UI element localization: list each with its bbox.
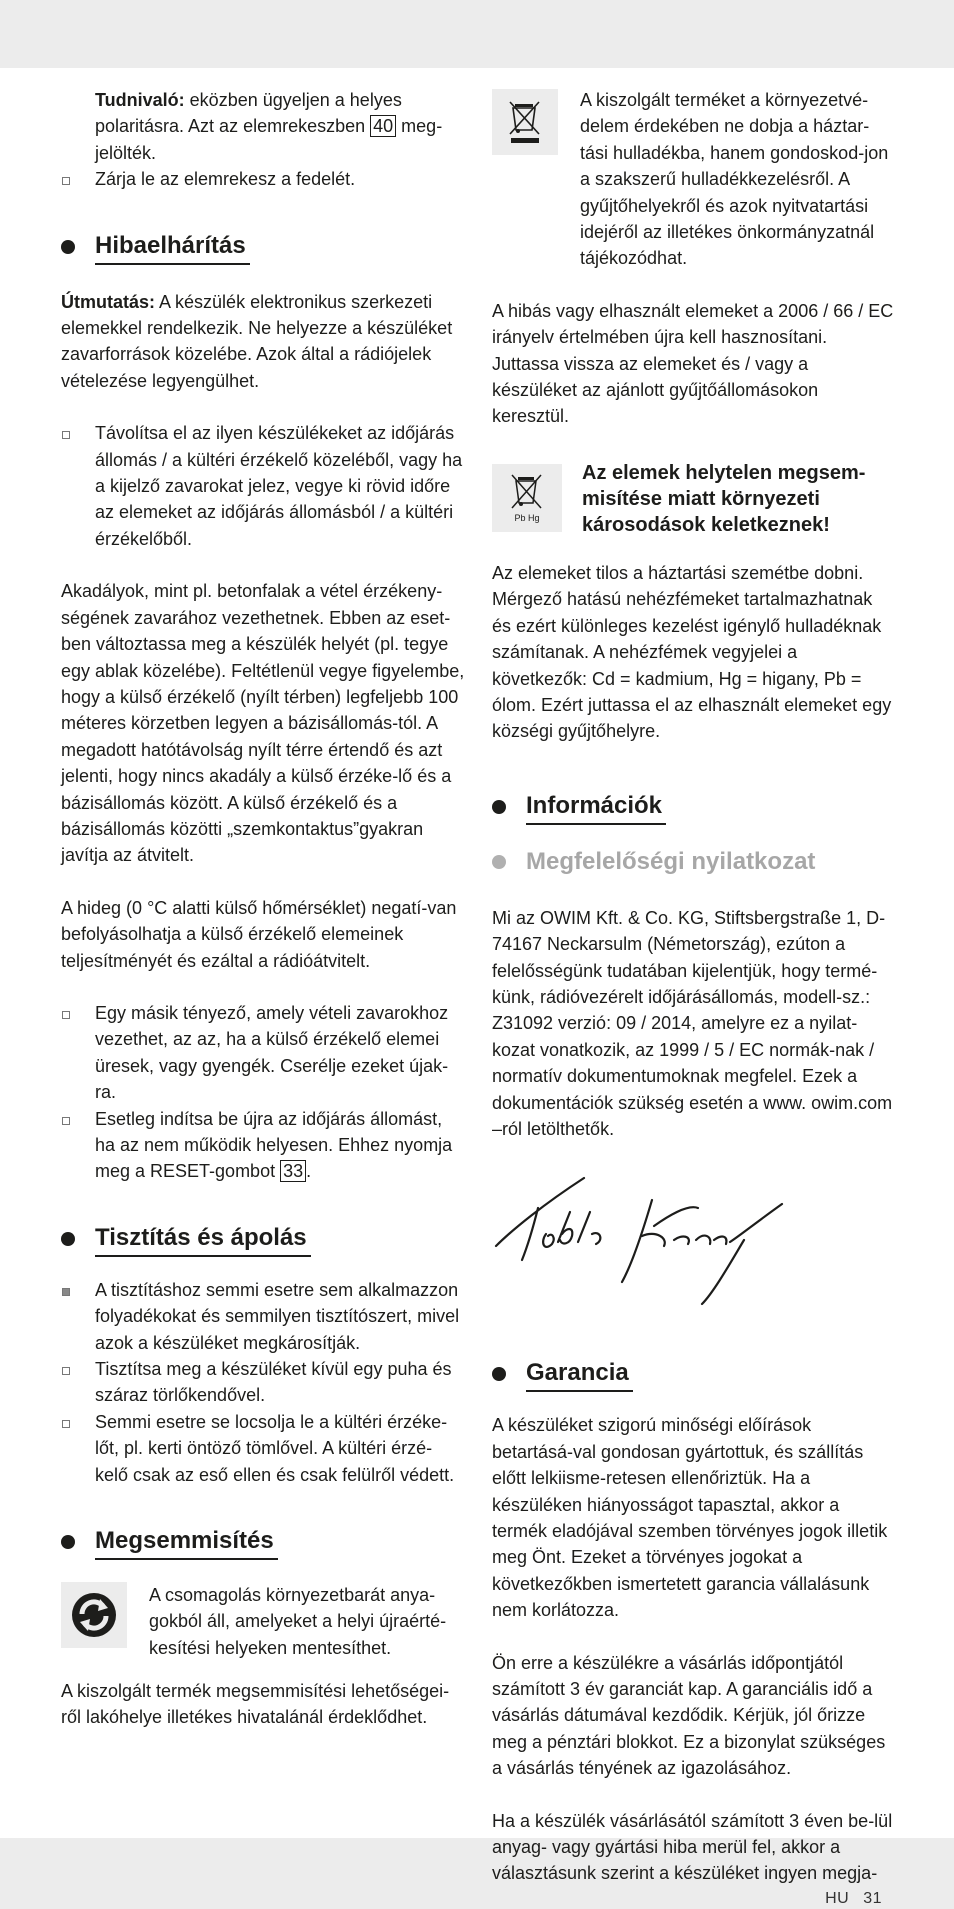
note-text: eközben ügyeljen a helyes polaritásra. Azt az elemrekeszben bbox=[95, 90, 402, 137]
crossed-bin-icon bbox=[492, 89, 558, 155]
list-item-text: Tisztítsa meg a készüléket kívül egy puha és száraz törlőkendővel. bbox=[95, 1359, 452, 1406]
section-heading-disposal bbox=[61, 1524, 465, 1560]
guidance-label: Útmutatás: bbox=[61, 291, 156, 312]
bullet-square-icon bbox=[62, 1367, 70, 1375]
guidance-paragraph bbox=[61, 289, 465, 395]
battery-directive: A hibás vagy elhasznált elemeket a 2006 / 66 / EC irányelv értelmében újra kell hasznosítani. Juttassa vissza az elemeket és / vagy a készüléket az ajánlott gyűjtőállomásokon keresztül. bbox=[492, 300, 894, 427]
bullet-dot-icon bbox=[492, 800, 506, 814]
section-heading-info bbox=[492, 789, 894, 825]
list-item-text: Távolítsa el az ilyen készülékeket az időjárás állomás / a kültéri érzékelő közeléből, vagy ha a kijelző zavarokat jelez, vegye ki rövid időre az elemeket az időjárás állomásból / a kültéri érzékelőből. bbox=[95, 423, 463, 549]
crossed-bin-pbhg-icon bbox=[492, 464, 562, 532]
obstacles-paragraph: Akadályok, mint pl. betonfalak a vétel érzékeny-ségének zavarához vezethetnek. Ebben az eset-ben változtassa meg a készülék helyét (pl. tegye egy ablak közelébe). Feltétlenül vegye figyelembe, hogy a külső érzékelő (nyílt térben) legfeljebb 100 méteres körzetben legyen a bázisállomás-tól. A megadott hatótávolság nyílt térre értendő és azt jelenti, hogy nincs akadály a külső érzéke-lő és a bázisállomás között. A külső érzékelő és a bázisállomás közötti „szemkontaktus”gyakran javítja az átvitelt. bbox=[61, 581, 465, 866]
packaging-text: A csomagolás környezetbarát anya-gokból áll, amelyeket a helyi újraérté-kesítési helyeken mentesíthet. bbox=[149, 1585, 447, 1658]
conformity-text: Mi az OWIM Kft. & Co. KG, Stiftsbergstraße 1, D-74167 Neckarsulm (Németország), ezúton a felelősségünk tudatában kijelentjük, hogy termé-künk, rádióvezérelt időjárásállomás, modell-sz.: Z31092 verzió: 09 / 2014, amelyre ez a nyilat-kozat vonatkozik, az 1999 / 5 / EC normák-nak / normatív dokumentumoknak megfelel. Ezek a dokumentációk szükség esetén a www. owim.com –ról letölthetők. bbox=[492, 907, 893, 1139]
packaging-block bbox=[61, 1582, 465, 1662]
bullet-dot-icon bbox=[61, 1535, 75, 1549]
list-item bbox=[61, 420, 465, 552]
list-item-text: A tisztításhoz semmi esetre sem alkalmazzon folyadékokat és semmilyen tisztítószert, mivel azok a készüléket megkárosítják. bbox=[95, 1279, 460, 1353]
recycling-arrows-icon bbox=[61, 1582, 127, 1648]
signature-area bbox=[492, 1142, 894, 1356]
bullet-filled-square-icon bbox=[62, 1288, 70, 1296]
list-item-text: Semmi esetre se locsolja le a kültéri érzéke-lőt, pl. kerti öntöző tömlővel. A kültéri érzé-kelő csak az eső ellen és csak felülről védett. bbox=[95, 1411, 455, 1485]
bullet-square-icon bbox=[62, 431, 70, 439]
guidance-text: A készülék elektronikus szerkezeti elemekkel rendelkezik. Ne helyezze a készüléket zavarforrások közelébe. Azok által a rádiójelek vételezése legyengülhet. bbox=[61, 291, 453, 391]
heading-text: Megfelelőségi nyilatkozat bbox=[526, 847, 816, 875]
battery-text: Az elemeket tilos a háztartási szemétbe dobni. Mérgező hatású nehézfémeket tartalmazhatnak és ezért különleges kezelést igénylő hulladéknak számítanak. A nehézfémek vegyjelei a következők: Cd = kadmium, Hg = higany, Pb = ólom. Ezért juttassa el az elhasznált elemeket egy községi gyűjtőhelyre. bbox=[492, 562, 892, 742]
section-heading-warranty bbox=[492, 1356, 894, 1392]
bullet-dot-icon bbox=[61, 240, 75, 254]
polarity-note bbox=[61, 87, 465, 166]
heading-text: Tisztítás és ápolás bbox=[95, 1221, 311, 1257]
cold-paragraph: A hideg (0 °C alatti külső hőmérséklet) negatí-van befolyásolhatja a külső érzékelő elemeinek teljesítményét és ezáltal a rádióátvitelt. bbox=[61, 897, 457, 971]
restart-text: Esetleg indítsa be újra az időjárás állomást, ha az nem működik helyesen. Ehhez nyomja meg a RESET-gombot bbox=[95, 1108, 453, 1182]
list-item bbox=[61, 1409, 465, 1488]
section-heading-troubleshooting bbox=[61, 229, 465, 265]
bullet-square-icon bbox=[62, 177, 70, 185]
list-item-text: Zárja le az elemrekesz a fedelét. bbox=[95, 169, 356, 190]
ref-40: 40 bbox=[370, 115, 396, 137]
warranty-paragraph-2: Ön erre a készülékre a vásárlás időpontjától számított 3 év garanciát kap. A garanciális idő a vásárlás dátumával kezdődik. Kérjük, jól őrizze meg a pénztári blokkot. Ez a bizonylat szükséges a vásárlás tényének az igazolásához. bbox=[492, 1652, 886, 1779]
note-label: Tudnivaló: bbox=[95, 90, 185, 110]
restart-tail: . bbox=[306, 1161, 312, 1182]
left-column bbox=[61, 68, 465, 1731]
disposal-info: A kiszolgált termék megsemmisítési lehetőségei-ről lakóhelye illetékes hivatalánál érdeklődhet. bbox=[61, 1681, 450, 1728]
weee-block bbox=[492, 87, 894, 272]
note-tail: meg-jelölték. bbox=[95, 116, 443, 163]
weee-text: A kiszolgált terméket a környezetvé-delem érdekében ne dobja a háztar-tási hulladékba, hanem gondoskod-jon a szakszerű hulladékkezelésről. A gyűjtőhelyekről és azok nyitvatartási idejéről az illetékes önkormányzatnál tájékozódhat. bbox=[580, 90, 889, 269]
heading-text: Információk bbox=[526, 789, 666, 825]
bullet-square-icon bbox=[62, 1420, 70, 1428]
footer-language: HU bbox=[825, 1890, 850, 1907]
list-item bbox=[61, 1000, 465, 1106]
list-item bbox=[61, 1356, 465, 1409]
heading-text: Hibaelhárítás bbox=[95, 229, 250, 265]
pbhg-label: Pb Hg bbox=[514, 512, 540, 523]
section-heading-conformity bbox=[492, 845, 894, 879]
list-item bbox=[61, 1277, 465, 1356]
ref-33: 33 bbox=[280, 1160, 306, 1182]
battery-warning-block bbox=[492, 460, 894, 538]
top-band bbox=[0, 0, 954, 68]
section-heading-cleaning bbox=[61, 1221, 465, 1257]
bullet-square-icon bbox=[62, 1011, 70, 1019]
bullet-dot-icon bbox=[492, 1367, 506, 1381]
warranty-paragraph-1: A készüléket szigorú minőségi előírások betartásá-val gondosan gyártottuk, és szállítás előtt lelkiisme-retesen ellenőriztük. Ha a készüléken hiányosságot tapasztal, akkor a termék eladójával szemben törvényes jogok illetik meg Önt. Ezeket a törvényes jogokat a következőkben ismertetett garancia vállalásunk nem korlátozza. bbox=[492, 1415, 888, 1621]
list-item-text: Egy másik tényező, amely vételi zavarokhoz vezethet, az az, ha a külső érzékelő elemei üresek, vagy gyengék. Cserélje ezeket újak-ra. bbox=[95, 1002, 449, 1103]
warranty-paragraph-3: Ha a készülék vásárlásától számított 3 éven be-lül anyag- vagy gyártási hiba merül fel, akkor a választásunk szerint a készüléket ingyen megja- bbox=[492, 1810, 893, 1884]
bullet-square-icon bbox=[62, 1117, 70, 1125]
battery-warning: Az elemek helytelen megsem-misítése miatt környezeti károsodások keletkeznek! bbox=[582, 461, 866, 536]
page-number: 31 bbox=[863, 1890, 882, 1907]
list-item bbox=[61, 166, 465, 192]
right-column bbox=[492, 68, 894, 1887]
heading-text: Megsemmisítés bbox=[95, 1524, 278, 1560]
page-footer bbox=[825, 1890, 882, 1908]
signature-image bbox=[492, 1164, 792, 1314]
bullet-dot-icon bbox=[61, 1232, 75, 1246]
list-item bbox=[61, 1106, 465, 1185]
bullet-dot-grey-icon bbox=[492, 855, 506, 869]
heading-text: Garancia bbox=[526, 1356, 633, 1392]
